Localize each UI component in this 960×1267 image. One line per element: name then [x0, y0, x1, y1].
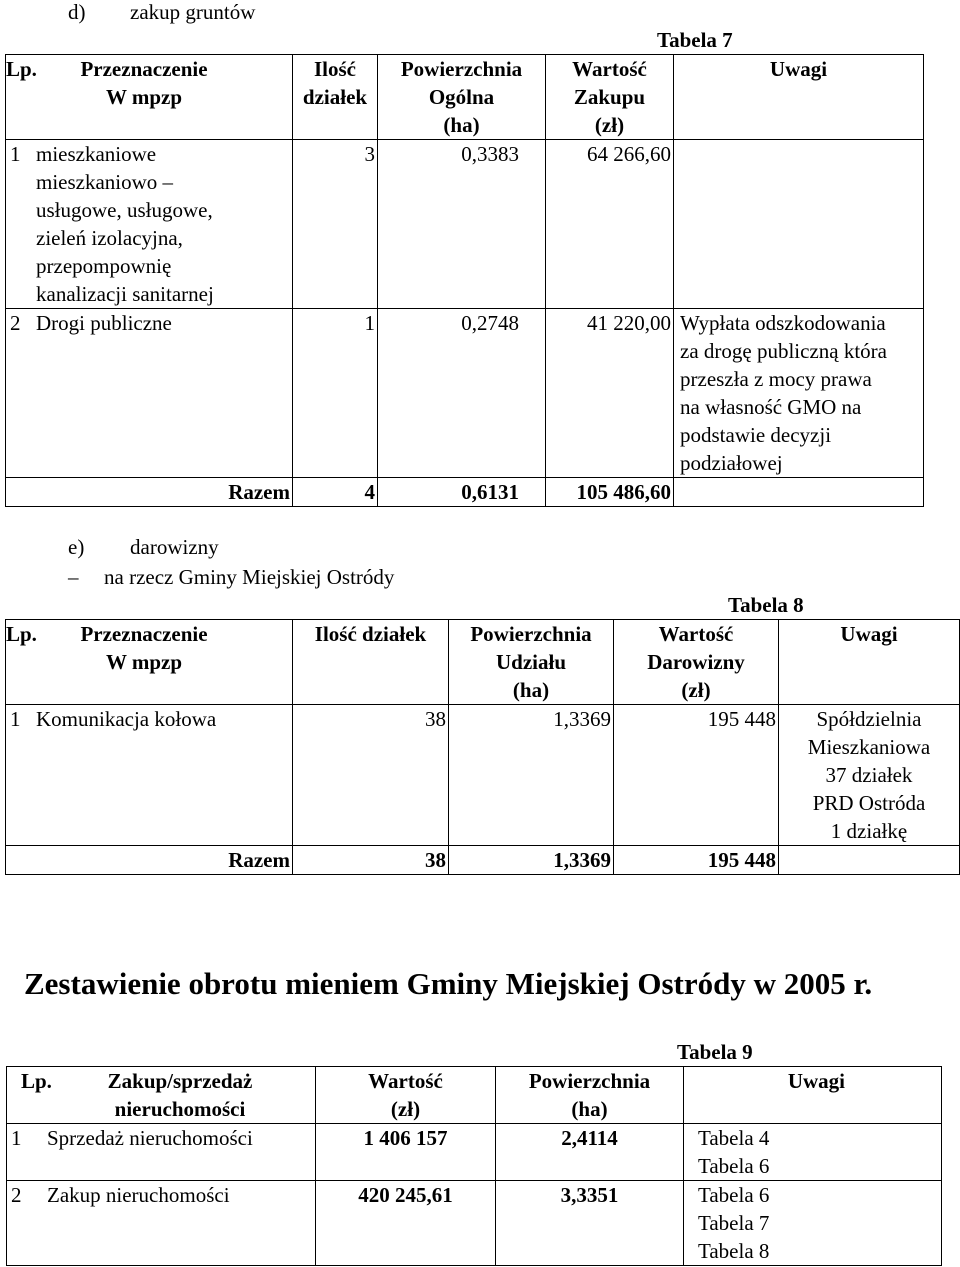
- table7-row1-powierzchnia: 0,3383: [378, 140, 546, 309]
- table8-total-label: Razem: [6, 846, 293, 875]
- table9-row2-lp: 2: [11, 1183, 22, 1207]
- table8-row1-lp: 1: [10, 707, 21, 731]
- table7-ref: Tabela 7: [657, 28, 733, 52]
- table9-row1-lp: 1: [11, 1126, 22, 1150]
- table9-row1-zakup: Sprzedaż nieruchomości: [47, 1126, 253, 1150]
- table8-row1-powierzchnia: 1,3369: [449, 705, 614, 846]
- table7-row1-przeznaczenie: mieszkaniowe mieszkaniowo – usługowe, usługowe, zieleń izolacyjna, przepompownię kanalizacji sanitarnej: [36, 142, 214, 306]
- table7-row2-przeznaczenie: Drogi publiczne: [36, 311, 172, 335]
- table9-header-uwagi: Uwagi: [684, 1067, 942, 1124]
- table7-row2-lp: 2: [10, 311, 21, 335]
- table7-row1-przeznaczenie-cell: [6, 140, 293, 309]
- table9-row1-zakup-cell: [7, 1124, 316, 1181]
- section-e-subheading: [68, 563, 394, 591]
- table8-total-wartosc: 195 448: [614, 846, 779, 875]
- table7-header-ilosc: Ilość działek: [293, 55, 378, 140]
- table8-header-powierzchnia: Powierzchnia Udziału (ha): [449, 620, 614, 705]
- table7-row1-lp: 1: [10, 142, 21, 166]
- summary-title: Zestawienie obrotu mieniem Gminy Miejskiej Ostródy w 2005 r.: [24, 966, 873, 1001]
- table-row: [7, 1181, 942, 1266]
- table8-row1-wartosc: 195 448: [614, 705, 779, 846]
- table7-total-wartosc: 105 486,60: [546, 478, 674, 507]
- table7-total-uwagi: [674, 478, 924, 507]
- table7-header-uwagi: Uwagi: [674, 55, 924, 140]
- table9-header-powierzchnia: Powierzchnia (ha): [496, 1067, 684, 1124]
- table7-row1-wartosc: 64 266,60: [546, 140, 674, 309]
- table8-header-lp: Lp.: [6, 622, 37, 646]
- table8: [5, 619, 960, 875]
- table9-header-zakup: Zakup/sprzedaż nieruchomości: [107, 1069, 253, 1121]
- table7-row2-przeznaczenie-cell: [6, 309, 293, 478]
- table9-row1-wartosc: 1 406 157: [316, 1124, 496, 1181]
- table-row: [6, 309, 924, 478]
- table7-header-lp: Lp.: [6, 57, 37, 81]
- table8-row1-przeznaczenie: Komunikacja kołowa: [36, 707, 217, 731]
- table7-header-row: [6, 55, 924, 140]
- table9-header-lp: Lp.: [21, 1069, 52, 1093]
- table7-header-lp-przeznaczenie: [6, 55, 293, 140]
- table9-row2-powierzchnia: 3,3351: [496, 1181, 684, 1266]
- section-e-title: darowizny: [130, 535, 219, 559]
- table7-header-wartosc: Wartość Zakupu (zł): [546, 55, 674, 140]
- section-e-marker: e): [68, 535, 85, 559]
- table9-row1-powierzchnia: 2,4114: [496, 1124, 684, 1181]
- section-d-heading: [68, 0, 255, 26]
- section-e-heading: [68, 533, 219, 561]
- table9-row2-zakup: Zakup nieruchomości: [47, 1183, 230, 1207]
- section-d-title: zakup gruntów: [130, 0, 256, 24]
- table7-total-ilosc: 4: [293, 478, 378, 507]
- table9-row2-uwagi: Tabela 6 Tabela 7 Tabela 8: [684, 1181, 942, 1266]
- table9-header-wartosc: Wartość (zł): [316, 1067, 496, 1124]
- table-row: [6, 705, 960, 846]
- table7-row2-uwagi: Wypłata odszkodowania za drogę publiczną która przeszła z mocy prawa na własność GMO na podstawie decyzji podziałowej: [674, 309, 924, 478]
- table9-row1-uwagi: Tabela 4 Tabela 6: [684, 1124, 942, 1181]
- table9-header-row: [7, 1067, 942, 1124]
- table7-header-powierzchnia: Powierzchnia Ogólna (ha): [378, 55, 546, 140]
- table8-header-ilosc: Ilość działek: [293, 620, 449, 705]
- table8-row1-uwagi: Spółdzielnia Mieszkaniowa 37 działek PRD Ostróda 1 działkę: [779, 705, 960, 846]
- table8-row1-ilosc: 38: [293, 705, 449, 846]
- table9-row2-zakup-cell: [7, 1181, 316, 1266]
- table8-header-lp-przeznaczenie: [6, 620, 293, 705]
- table8-total-ilosc: 38: [293, 846, 449, 875]
- table7-header-przeznaczenie: Przeznaczenie W mpzp: [80, 57, 208, 109]
- table8-total-powierzchnia: 1,3369: [449, 846, 614, 875]
- table7-row2-powierzchnia: 0,2748: [378, 309, 546, 478]
- table8-total-uwagi: [779, 846, 960, 875]
- table9: [6, 1066, 942, 1266]
- table9-header-lp-zakup: [7, 1067, 316, 1124]
- section-d-marker: d): [68, 0, 86, 24]
- section-e-sub: na rzecz Gminy Miejskiej Ostródy: [104, 565, 395, 589]
- table9-ref: Tabela 9: [677, 1040, 753, 1064]
- table8-header-uwagi: Uwagi: [779, 620, 960, 705]
- table-row: [6, 140, 924, 309]
- table8-header-row: [6, 620, 960, 705]
- table7-total-label: Razem: [6, 478, 293, 507]
- table7: [5, 54, 924, 507]
- table7-row2-wartosc: 41 220,00: [546, 309, 674, 478]
- table8-row1-przeznaczenie-cell: [6, 705, 293, 846]
- table8-header-wartosc: Wartość Darowizny (zł): [614, 620, 779, 705]
- table7-row2-ilosc: 1: [293, 309, 378, 478]
- section-e-dash: –: [68, 565, 79, 589]
- table8-total-row: [6, 846, 960, 875]
- table9-row2-wartosc: 420 245,61: [316, 1181, 496, 1266]
- table7-row1-uwagi: [674, 140, 924, 309]
- table7-total-row: [6, 478, 924, 507]
- table7-row1-ilosc: 3: [293, 140, 378, 309]
- table8-ref: Tabela 8: [728, 593, 804, 617]
- table7-total-powierzchnia: 0,6131: [378, 478, 546, 507]
- table8-header-przeznaczenie: Przeznaczenie W mpzp: [80, 622, 208, 674]
- table-row: [7, 1124, 942, 1181]
